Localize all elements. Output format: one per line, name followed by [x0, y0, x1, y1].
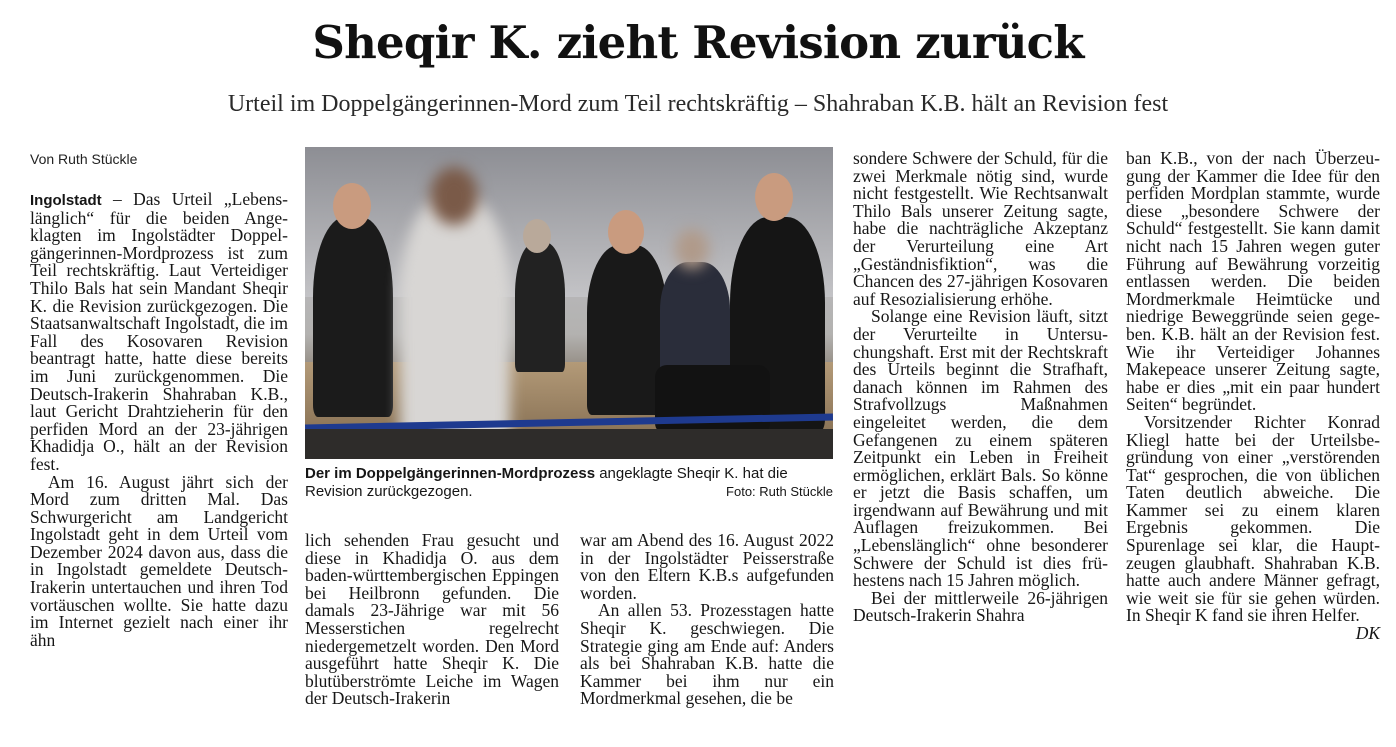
- byline: Von Ruth Stückle: [30, 151, 138, 167]
- paragraph: Am 16. August jährt sich der Mord zum dritten Mal. Das Schwurgericht am Landgericht Ingolstadt geht in dem Urteil vom Dezember 2024 davon aus, dass die in Ingolstadt gemeldete Deutsch-Irakerin untertauchen und ihren Tod vortäuschen wollte. Sie hatte dazu im Internet gezielt nach einer ihr ähn: [30, 471, 288, 650]
- photo-credit: Foto: Ruth Stückle: [726, 484, 833, 499]
- paragraph: [1126, 411, 1380, 644]
- photo-floor: [305, 429, 833, 459]
- caption-lead: Der im Doppelgängerinnen-Mordprozess: [305, 465, 596, 482]
- photo-face: [608, 210, 644, 254]
- photo-face: [333, 183, 371, 229]
- court-photo: [305, 147, 833, 459]
- photo-face-blurred: [430, 167, 478, 225]
- headline: Sheqir K. zieht Revision zurück: [312, 16, 1084, 69]
- paragraph: [30, 191, 288, 474]
- photo-caption: [305, 465, 833, 501]
- column-1: [30, 191, 288, 649]
- paragraph: Bei der mittlerweile 26-jährigen Deutsch-Irakerin Shahra: [853, 587, 1108, 626]
- paragraph: lich sehenden Frau gesucht und diese in Khadidja O. aus dem baden-württembergischen Eppingen bei Heilbronn gefunden. Die damals 23-Jährige war mit 56 Messerstichen regelrecht niedergemetzelt worden. Den Mord ausgeführt hatte Sheqir K. Die blutüberströmte Leiche im Wagen der Deutsch-Irakerin: [305, 530, 559, 709]
- column-5: [1126, 150, 1380, 643]
- photo-figure: [313, 217, 393, 417]
- author-signoff: DK: [1355, 623, 1380, 644]
- paragraph: An allen 53. Prozesstagen hatte Sheqir K. geschwiegen. Die Strategie ging am Ende auf: Anders als bei Shahraban K.B. hatte die Kammer bei ihm nur ein Mordmerkmal gesehen, die be: [580, 600, 834, 709]
- photo-face: [755, 173, 793, 221]
- photo-figure: [660, 262, 730, 382]
- paragraph: sondere Schwere der Schuld, für die zwei Merkmale nötig sind, wurde nicht festgestellt. Wie Rechtsanwalt Thilo Bals unserer Zeitung sagte, habe die nachträgliche Akzeptanz der Verurteilung eine Art „Geständnisfiktion“, was die Chancen des 27-jährigen Kosovaren auf Resozialisierung erhöhe.: [853, 148, 1108, 309]
- photo-figure: [515, 242, 565, 372]
- photo-face: [523, 219, 551, 253]
- dateline: Ingolstadt: [30, 192, 102, 209]
- caption-text: angeklagte Sheqir K. hat die Revision zurückgezogen.: [305, 465, 788, 500]
- paragraph: Solange eine Revision läuft, sitzt der Verurteilte in Untersuchungshaft. Erst mit der Rechtskraft des Urteils beginnt die Strafhaft, danach können im Rahmen des Strafvollzugs Maßnahmen eingeleitet werden, die dem Gefangenen zu einem späteren Zeitpunkt ein Leben in Freiheit ermöglichen, erklärt Bals. So könne er jetzt die Basis schaffen, um irgendwann auf Bewährung und mit Auflagen freizukommen. Bei „Lebenslänglich“ ohne besonderer Schwere der Schuld ist dies frühestens nach 15 Jahren möglich.: [853, 306, 1108, 591]
- subheadline: Urteil im Doppelgängerinnen-Mord zum Teil rechtskräftig – Shahraban K.B. hält an Revision fest: [227, 91, 1169, 117]
- paragraph-text: – Das Urteil „Lebenslänglich“ für die beiden Angeklagten im Ingolstädter Doppelgängerinnen-Mordprozess ist zum Teil rechtskräftig. Laut Verteidiger Thilo Bals hat sein Mandant Sheqir K. die Revision zurückgezogen. Die Staatsanwaltschaft Ingolstadt, die im Fall des Kosovaren Revision beantragt hatte, hatte diese bereits im Juni zurückgenommen. Die Deutsch-Irakerin Shahraban K.B., laut Gericht Drahtzieherin für den perfiden Mord an der 23-jährigen Khadidja O., hält an der Revision fest.: [30, 189, 288, 474]
- photo-chair: [655, 365, 770, 435]
- paragraph: ban K.B., von der nach Überzeugung der Kammer die Idee für den perfiden Mordplan stammte, wurde diese „besondere Schwere der Schuld“ festgestellt. Sie kann damit nicht nach 15 Jahren wegen guter Führung auf Bewährung vorzeitig entlassen werden. Die beiden Mordmerkmale Heimtücke und niedrige Beweggründe seien gegeben. K.B. hält an der Revision fest. Wie ihr Verteidiger Johannes Makepeace unserer Zeitung sagte, habe er dies „mit ein paar hundert Seiten“ begründet.: [1126, 148, 1380, 415]
- paragraph-text: Vorsitzender Richter Konrad Kliegl hatte bei der Urteilsbegründung von einer „verstörenden Tat“ gesprochen, die von üblichen Taten deutlich abweiche. Die Kammer sei zu einem klaren Ergebnis gekommen. Die Spurenlage sei klar, die Hauptzeugen glaubhaft. Shahraban K.B. hatte auch andere Männer gefragt, wie weit sie für sie gehen würden. In Sheqir K fand sie ihren Helfer.: [1126, 411, 1380, 626]
- column-2: [305, 532, 559, 708]
- photo-face-blurred: [675, 229, 709, 269]
- column-4: [853, 150, 1108, 625]
- column-3: [580, 532, 834, 708]
- paragraph: war am Abend des 16. August 2022 in der Ingolstädter Peisserstraße von den Eltern K.B.s aufgefunden worden.: [580, 530, 834, 603]
- photo-figure-blurred: [400, 197, 510, 447]
